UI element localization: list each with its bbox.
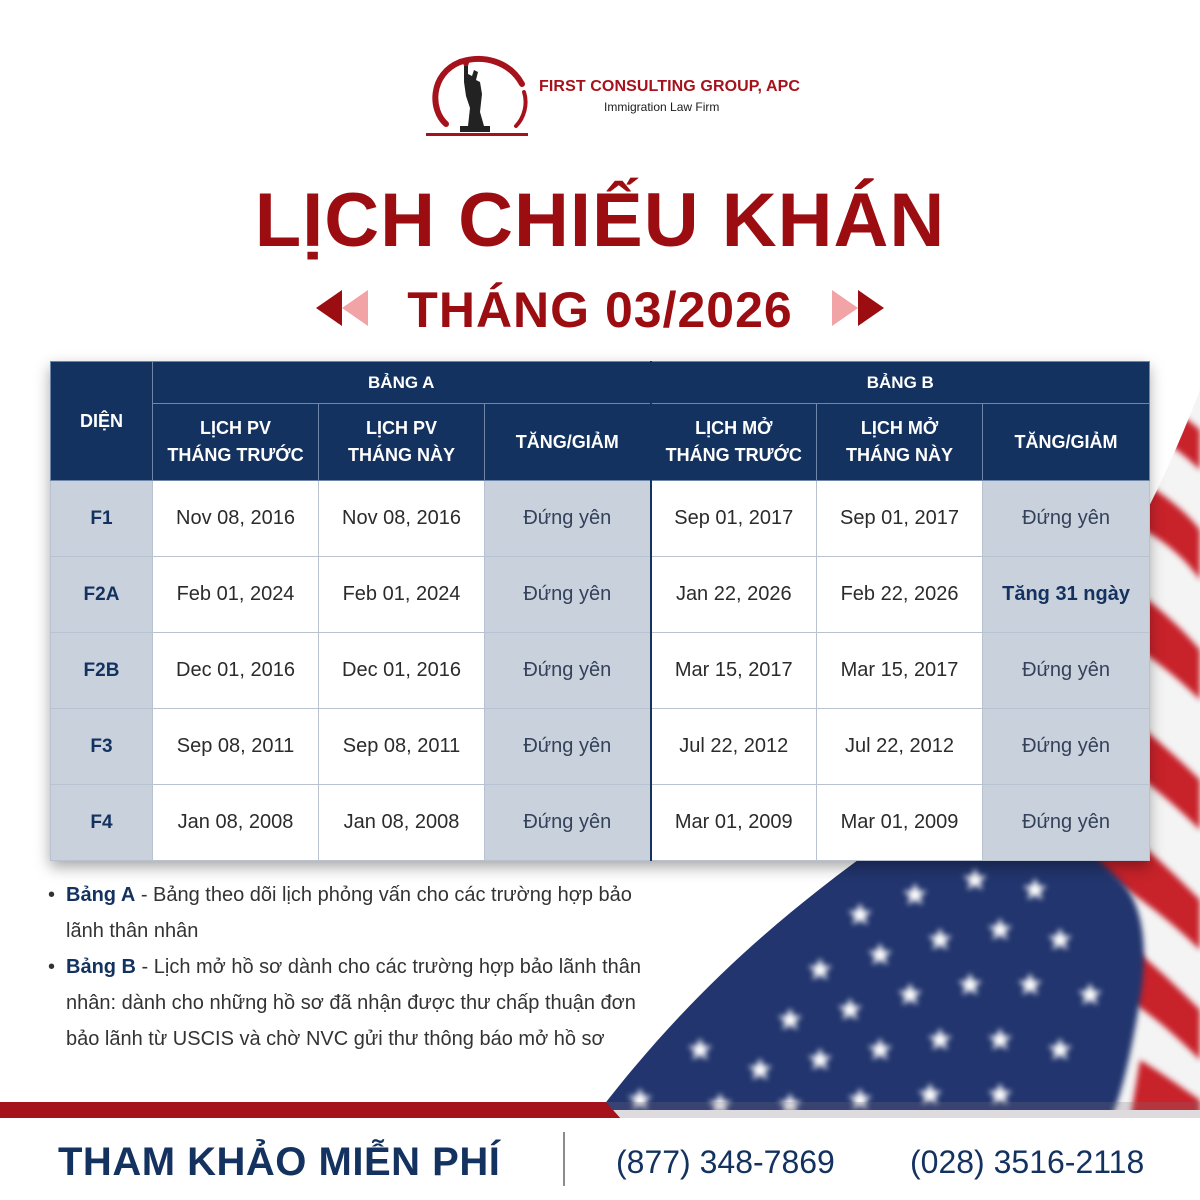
visa-bulletin-table	[50, 361, 1150, 861]
header-dien: DIỆN	[51, 362, 153, 481]
header-b-prev-line1: LỊCH MỞ	[695, 418, 773, 438]
header-a-curr	[319, 404, 485, 481]
phone-number-us[interactable]: (877) 348-7869	[616, 1144, 835, 1180]
header-b-prev	[651, 404, 817, 481]
header-a-prev	[153, 404, 319, 481]
table-cell: Nov 08, 2016	[153, 481, 319, 557]
month-title: THÁNG 03/2026	[407, 282, 793, 338]
table-cell-delta: Đứng yên	[983, 709, 1150, 785]
company-logo	[424, 52, 801, 142]
table-row	[51, 709, 1150, 785]
table-row	[51, 785, 1150, 861]
month-row	[0, 280, 1200, 340]
table-cell: Mar 15, 2017	[817, 633, 983, 709]
note-b-text: - Lịch mở hồ sơ dành cho các trường hợp bảo lãnh thân nhân: dành cho những hồ sơ đã nhận được thư chấp thuận đơn bảo lãnh từ USCIS và chờ NVC gửi thư thông báo mở hồ sơ	[66, 956, 642, 1050]
header-a-prev-line1: LỊCH PV	[199, 418, 271, 438]
row-category: F1	[51, 481, 153, 557]
note-bang-a	[48, 877, 660, 949]
table-cell-delta: Đứng yên	[485, 785, 651, 861]
footer-divider	[563, 1132, 565, 1186]
company-tagline: Immigration Law Firm	[604, 100, 720, 114]
table-cell: Jan 08, 2008	[153, 785, 319, 861]
table-cell: Sep 08, 2011	[319, 709, 485, 785]
header-a-curr-line2: THÁNG NÀY	[348, 445, 455, 465]
table-cell: Dec 01, 2016	[153, 633, 319, 709]
visa-bulletin-table-wrapper	[50, 361, 1149, 861]
page-title: LỊCH CHIẾU KHÁN	[254, 178, 946, 263]
header-a-delta: TĂNG/GIẢM	[485, 404, 651, 481]
table-cell: Jul 22, 2012	[651, 709, 817, 785]
table-cell: Mar 01, 2009	[651, 785, 817, 861]
table-cell-delta-highlight: Tăng 31 ngày	[983, 557, 1150, 633]
note-a-label: Bảng A	[66, 884, 136, 906]
header-b-curr-line1: LỊCH MỞ	[860, 418, 939, 438]
note-b-label: Bảng B	[66, 956, 136, 978]
row-category: F2A	[51, 557, 153, 633]
table-cell-delta: Đứng yên	[485, 709, 651, 785]
table-cell-delta: Đứng yên	[983, 481, 1150, 557]
table-row	[51, 481, 1150, 557]
table-cell: Sep 01, 2017	[651, 481, 817, 557]
note-bang-b	[48, 949, 660, 1057]
row-category: F2B	[51, 633, 153, 709]
bullet-icon: •	[48, 884, 56, 906]
table-cell: Nov 08, 2016	[319, 481, 485, 557]
table-cell: Feb 22, 2026	[817, 557, 983, 633]
free-consultation-label: THAM KHẢO MIỄN PHÍ	[58, 1140, 501, 1184]
table-cell: Sep 01, 2017	[817, 481, 983, 557]
table-row	[51, 633, 1150, 709]
row-category: F4	[51, 785, 153, 861]
table-cell: Feb 01, 2024	[153, 557, 319, 633]
table-cell: Jul 22, 2012	[817, 709, 983, 785]
table-cell: Sep 08, 2011	[153, 709, 319, 785]
table-cell-delta: Đứng yên	[485, 633, 651, 709]
footer	[0, 1118, 1200, 1200]
header-b-prev-line2: THÁNG TRƯỚC	[665, 445, 802, 465]
header-group-b: BẢNG B	[651, 362, 1150, 404]
table-cell-delta: Đứng yên	[983, 633, 1150, 709]
header-group-a: BẢNG A	[153, 362, 651, 404]
header-b-delta: TĂNG/GIẢM	[983, 404, 1150, 481]
phone-number-vn[interactable]: (028) 3516-2118	[910, 1144, 1145, 1180]
statue-of-liberty-icon	[424, 52, 530, 140]
header-a-curr-line1: LỊCH PV	[365, 418, 437, 438]
header-b-curr-line2: THÁNG NÀY	[846, 445, 954, 465]
company-name: FIRST CONSULTING GROUP, APC	[539, 78, 801, 95]
table-cell: Dec 01, 2016	[319, 633, 485, 709]
double-arrow-right-icon	[832, 290, 884, 326]
note-a-text: - Bảng theo dõi lịch phỏng vấn cho các trường hợp bảo lãnh thân nhân	[66, 884, 632, 942]
table-cell: Feb 01, 2024	[319, 557, 485, 633]
header-b-curr	[817, 404, 983, 481]
table-cell: Jan 22, 2026	[651, 557, 817, 633]
table-row	[51, 557, 1150, 633]
table-cell-delta: Đứng yên	[485, 481, 651, 557]
table-cell: Jan 08, 2008	[319, 785, 485, 861]
bullet-icon: •	[48, 956, 56, 978]
table-cell: Mar 01, 2009	[817, 785, 983, 861]
table-cell-delta: Đứng yên	[485, 557, 651, 633]
table-notes	[48, 877, 660, 1057]
header-a-prev-line2: THÁNG TRƯỚC	[167, 445, 304, 465]
table-cell: Mar 15, 2017	[651, 633, 817, 709]
table-cell-delta: Đứng yên	[983, 785, 1150, 861]
row-category: F3	[51, 709, 153, 785]
